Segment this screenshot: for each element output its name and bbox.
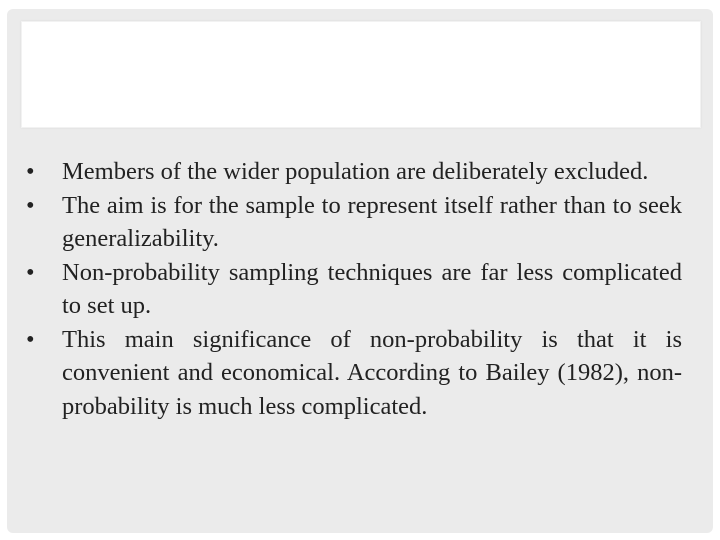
bullet-text: Members of the wider population are deliberately excluded. <box>62 158 649 185</box>
bullet-item <box>22 256 682 323</box>
bullet-item <box>22 155 682 189</box>
bullet-icon: • <box>26 325 35 353</box>
bullet-icon: • <box>26 158 35 185</box>
bullet-text: The aim is for the sample to represent itself rather than to seek generalizability. <box>62 191 682 252</box>
bullet-icon: • <box>26 258 35 286</box>
bullet-item <box>22 189 682 256</box>
slide-content <box>22 155 682 423</box>
bullet-item <box>22 323 682 424</box>
bullet-text: Non-probability sampling techniques are far less complicated to set up. <box>62 258 682 319</box>
bullet-list <box>22 155 682 423</box>
bullet-icon: • <box>26 191 35 219</box>
bullet-text: This main significance of non-probability is that it is convenient and economical. According to Bailey (1982), non-probability is much less complicated. <box>62 325 682 420</box>
title-placeholder <box>21 21 701 128</box>
